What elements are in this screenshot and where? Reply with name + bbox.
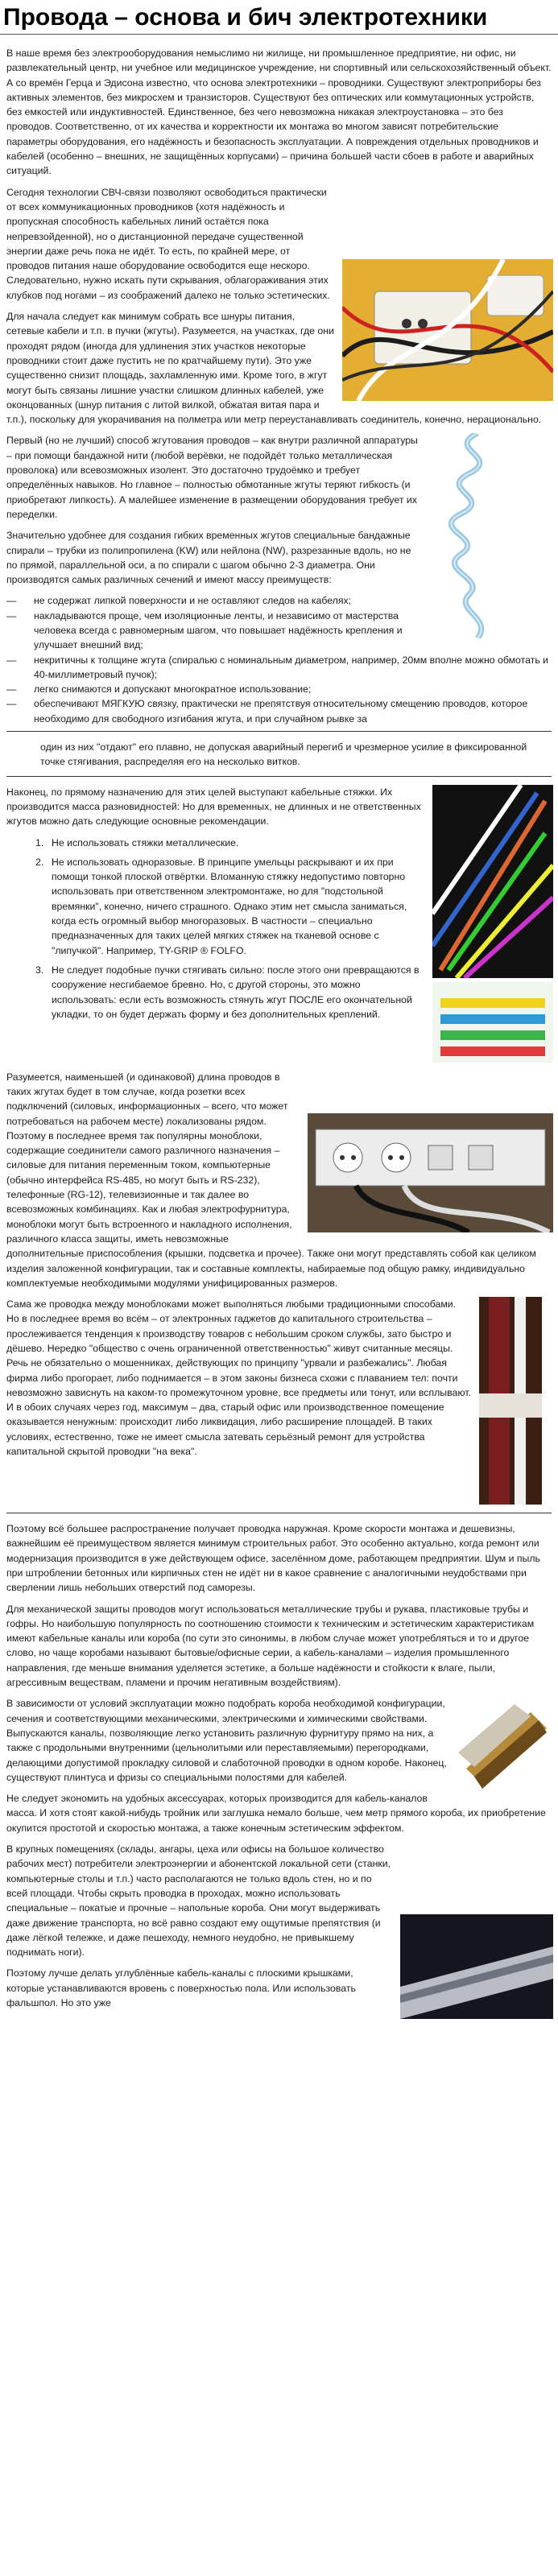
- advantages-list: [0, 593, 558, 726]
- list-item: 2. Не использовать одноразовые. В принципе умельцы раскрывают и их при помощи тонкой плоской отвёртки. Вломанную стяжку недопустимо повторно использовать при ответственном электромонтаже, но для "подстольной времянки", конечно, ничего страшного. Однако этим нет смысла заниматься, когда есть огромный выбор многоразовых. В частности – специально предназначенных для таких целей мягких стяжек на тканевой основе с "липучкой". Например, TY-GRIP ® FOLFO.: [35, 856, 407, 956]
- list-item: 1. Не использовать стяжки металлические.: [35, 836, 239, 848]
- section-divider: [6, 731, 552, 732]
- paragraph: Не следует экономить на удобных аксессуарах, которых производится для кабель-каналов масса. И хотя стоят какой-нибудь тройник или заглушка немало больше, чем метр прямого короба, их приобретение окупится простотой и скоростью монтажа, а также конечным эстетическим эффектом.: [6, 1793, 546, 1834]
- list-item: — легко снимаются и допускают многократное использование;: [6, 682, 552, 696]
- paragraph: Поэтому лучше делать углублённые кабель-каналы с плоскими крышками, которые устанавливаются вровень с поверхностью пола. Или использовать фальшпол. Но это уже: [6, 1967, 356, 2009]
- recommendations-list: [0, 836, 558, 1022]
- list-item: — накладываются проще, чем изоляционные ленты, и независимо от мастерства человека всегда с равномерным шагом, что повышает надёжность крепления и улучшает внешний вид;: [6, 609, 552, 653]
- paragraph: Поэтому всё большее распространение получает проводка наружная. Кроме скорости монтажа и дешевизны, важнейшим её преимуществом является минимум строительных работ. Это особенно актуально, когда ремонт или модернизация производится в уже действующем офисе, заселённом доме, работающем предприятии. Шум и пыль при штроблении бетонных или кирпичных стен не идёт ни в какое сравнение с аналогичными неудобствами при сверлении лишь небольших отверстий под саморезы.: [6, 1523, 540, 1594]
- paragraph: Разумеется, наименьшей (и одинаковой) длина проводов в таких жгутах будет в том случае, когда розетки всех подключений (силовых, информационных – всего, что может потребоваться на рабочем месте) локализованы рядом. Поэтому в последнее время так популярны моноблоки, содержащие соединители самого различного назначения – силовые для питания переменным током, компьютерные (обычно интерфейса RS-485, но могут быть и RS-232), телефонные (RG-12), телевизионные и так далее во всевозможных комбинациях. Как и любая электрофурнитура, моноблоки могут быть встроенного и накладного исполнения, различного класса защиты, иметь невозможные дополнительные приспособления (крышки, подсветка и прочее). Также они могут представлять собой как целиком изделия заложенной конфигурации, так и составные комплекты, набираемые под общую рамку, индивидуально комплектуемые необходимыми модулями унифицированных размеров.: [6, 1071, 536, 1289]
- paragraph: В зависимости от условий эксплуатации можно подобрать короба необходимой конфигурации, сечения и соответствующими механическими, электрическими и химическими свойствами. Выпускаются каналы, позволяющие легко установить различную фурнитуру прямо на них, а также с продольными внутренними (цельнолитыми или переставляемыми) перегородками, делающими допустимой прокладку силовой и слаботочной проводки в одном коробе. Наконец, существуют плинтуса и фризы со специальными полостями для кабелей.: [6, 1698, 447, 1783]
- floor-duct-photo: [400, 1914, 553, 2019]
- list-item: 3. Не следует подобные пучки стягивать сильно: после этого они превращаются в сооружение несгибаемое бревно. Но, с другой стороны, это можно использовать: если есть возможность стянуть жгут ПОСЛЕ его окончательной укладки, то он будет держать форму и без дополнительных креплений.: [35, 964, 420, 1020]
- paragraph: один из них "отдают" его плавно, не допуская аварийный перегиб и чрезмерное усилие в фиксированной точке стягивания, распределяя его на несколько витков.: [40, 741, 527, 768]
- section-divider: [6, 776, 552, 777]
- tangled-wires-photo: [342, 259, 553, 401]
- paragraph: Для механической защиты проводов могут использоваться металлические трубы и рукава, пластиковые трубы и гофры. Но наибольшую популярность по соотношению стоимости к техническим и эстетическим характеристикам имеют кабельные каналы или короба (по сути это синонимы, в любом случае может употребляться и то и другое слово, но чаще коробами называют бытовые/офисные серии, а кабель-каналами – изделия промышленного направления, где меньше внимания уделяется эстетике, а больше надёжности и стойкости к влаге, пыли, агрессивным веществам, пламени и прочим негативным воздействиям).: [6, 1603, 535, 1689]
- power-monoblock-photo: [308, 1113, 553, 1232]
- paragraph: В крупных помещениях (склады, ангары, цеха или офисы на большое количество рабочих мест) потребители электроэнергии и абонентской локальной сети (станки, компьютерные столы и т.п.) часто располагаются не только вдоль стен, но и по всей площади. Чтобы скрыть проводка в проходах, можно использовать специальные – покатые и прочные – напольные короба. Они могут выдерживать даже движение транспорта, но всё равно создают ему ощутимые препятствия (и даже лёгкой тележке, и даже пешеходу, немного неудобно, не привыкшему поднимать ноги).: [6, 1843, 391, 1959]
- paragraph: Значительно удобнее для создания гибких временных жгутов специальные бандажные спирали – трубки из полипропилена (KW) или нейлона (NW), разрезанные вдоль, но не по прямой, параллельной оси, а по спирали с шагом обычно 2-3 диаметра. Они производятся самых различных сечений и имеют массу преимуществ:: [6, 530, 411, 586]
- paragraph: В наше время без электрооборудования немыслимо ни жилище, ни промышленное предприятие, ни офис, ни развлекательный центр, ни учебное или медицинское учреждение, ни спортивный или сельскохозяйственный объект. А со времён Герца и Эдисона известно, что основа электротехники – проводники. Существуют электроприборы без активных элементов, без микросхем и транзисторов. Существуют без оптических или коммутационных устройств, без емкостей или индуктивностей. Единственное, без чего невозможна никакая электроустановка – это без проводов. Соответственно, от их качества и корректности их монтажа во многом зависят потребительские параметры оборудования, его надёжность и безопасность эксплуатации. А повреждения отдельных проводников и кабелей (особенно – внешних, не защищённых корпусами) – причина большей части сбоев в работе и аварийных ситуаций.: [6, 47, 552, 177]
- paragraph: Наконец, по прямому назначению для этих целей выступают кабельные стяжки. Их производится масса разновидностей: Но для временных, не длинных и не ответственных жгутов можно дать следующие основные рекомендации.: [6, 786, 421, 828]
- wall-duct-photo: [479, 1297, 542, 1505]
- list-item: — не содержат липкой поверхности и не оставляют следов на кабелях;: [6, 593, 552, 608]
- cable-channels-photo: [458, 1696, 553, 1791]
- title-rule: [0, 34, 558, 35]
- paragraph: Для начала следует как минимум собрать все шнуры питания, сетевые кабели и т.п. в пучки (жгуты). Разумеется, на участках, где они проходят рядом (иногда для удлинения этих участков некоторые проводники стоит даже пустить не по кратчайшему пути). Это уже существенно снизит площадь, захламленную ими. Кроме того, в жгут могут быть связаны лишние участки слишком длинных кабелей, уже оконцованных (шнур питания с литой вилкой, обжатая витая пара и т.п.), поскольку для укорачивания на полметра или метр переустанавливать соединитель, конечно, нерационально.: [6, 311, 542, 426]
- page-title: Провода – основа и бич электротехники: [3, 4, 488, 31]
- list-item: — некритичны к толщине жгута (спиралью с номинальным диаметром, например, 20мм вполне можно обмотать и 40-миллиметровый пучок);: [6, 653, 552, 683]
- paragraph: Сегодня технологии СВЧ-связи позволяют освободиться практически от всех коммуникационных проводников (хотя надёжность и пропускная способность кабельных линий остаётся пока непревзойденной), но о дистанционной передаче существенной энергии даже речь пока не идёт. То есть, по крайней мере, от проводов питания наше оборудование освободится еще нескоро. Следовательно, нужно искать пути скрывания, облагораживания этих клубков под ногами – из соображений далеко не только эстетических.: [6, 186, 330, 301]
- paragraph: Сама же проводка между моноблоками может выполняться любыми традиционными способами. Но в последнее время во всём – от электронных гаджетов до капитального строительства – прослеживается тенденция к производству товаров с небольшим сроком службы, зато быстро и дёшево. Нередко "общество с очень ограниченной ответственностью" живут считанные месяцы. Речь не обязательно о мошенниках, действующих по принципу "урвали и разбежались". Любая фирма либо прогорает, либо поднимается – в этом законы бизнеса схожи с плаванием тел: почти невозможно зависнуть на каком-то промежуточном уровне, все предметы или тонут, или всплывают. И в обоих случаях через год, максимум – два, старый офис или производственное помещение оказывается ненужным: происходит либо ликвидация, либо расширение площадей. В таких условиях, естественно, тоже не имеет смысла затевать серьёзный ремонт для устройства капитальной скрытой проводки "на века".: [6, 1298, 471, 1458]
- paragraph: Первый (но не лучший) способ жгутования проводов – как внутри различной аппаратуры – при помощи бандажной нити (любой верёвки, не подойдёт только металлическая проволока) или всевозможных изолент. Это достаточно трудоёмко и требует определённых навыков. Но главное – полностью обмотанные жгуты теряют гибкость (и приобретают липкость). А малейшее изменение в размещении оборудования требует их переделки.: [6, 435, 418, 520]
- list-item: — обеспечивают МЯГКУЮ связку, практически не препятствуя относительному смещению проводов, которое необходимо для свободного изгибания жгута, и при случайном рывке за: [6, 696, 552, 726]
